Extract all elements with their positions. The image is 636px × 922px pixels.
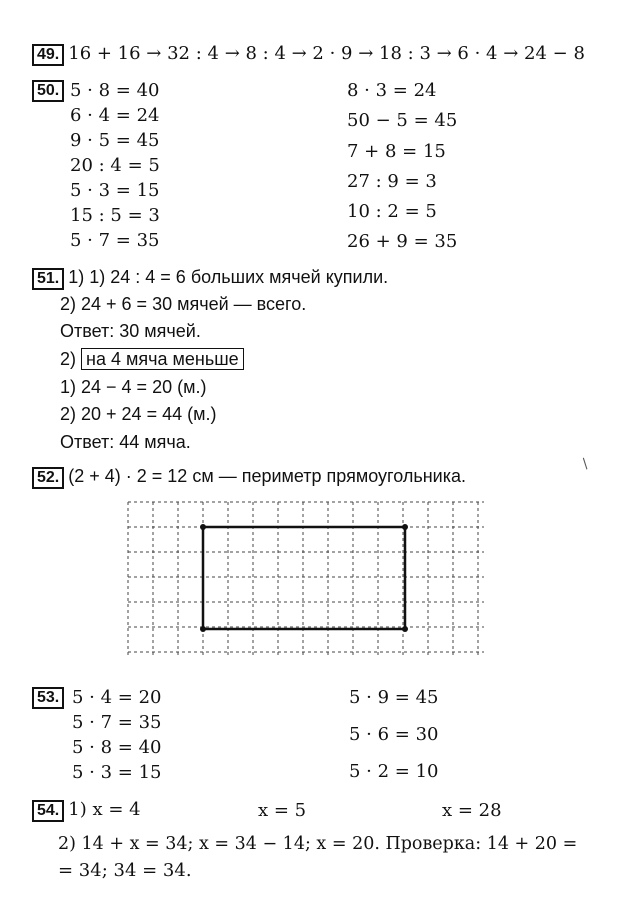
p53-left-3: 5 · 8 = 40: [72, 737, 162, 758]
problem-number: 54.: [32, 800, 64, 822]
p50-left-5: 5 · 3 = 15: [70, 180, 160, 201]
rectangle-shape: [203, 527, 405, 629]
p53-left-4: 5 · 3 = 15: [72, 762, 162, 783]
p50-left-3: 9 · 5 = 45: [70, 130, 160, 151]
p53-right-2: 5 · 6 = 30: [349, 724, 439, 745]
rectangle-corner: [200, 626, 206, 632]
p53-right-3: 5 · 2 = 10: [349, 761, 439, 782]
p50-left-1: 5 · 8 = 40: [70, 80, 160, 101]
p51-line-4: [60, 348, 244, 370]
p54-line-3: = 34; 34 = 34.: [58, 860, 192, 881]
p51-boxed-note: на 4 мяча меньше: [81, 348, 244, 370]
p54-line-2: 2) 14 + x = 34; x = 34 − 14; x = 20. Проверка: 14 + 20 =: [58, 834, 578, 854]
p53-right-1: 5 · 9 = 45: [349, 687, 439, 708]
dotted-grid: [128, 502, 484, 658]
rectangle-corner: [200, 524, 206, 530]
grid-figure: [126, 500, 486, 660]
p50-right-4: 27 : 9 = 3: [347, 171, 437, 192]
problem-49: [32, 43, 585, 66]
problem-49-text: 16 + 16 → 32 : 4 → 8 : 4 → 2 · 9 → 18 : 3 → 6 · 4 → 24 − 8: [68, 43, 585, 64]
problem-number: 49.: [32, 44, 64, 66]
pen-mark: /: [578, 456, 592, 472]
p51-line-1: 1) 1) 24 : 4 = 6 больших мячей купили.: [68, 267, 389, 287]
p54-col-2: x = 5: [258, 800, 307, 821]
p51-line-4-prefix: 2): [60, 349, 77, 369]
p50-left-6: 15 : 5 = 3: [70, 205, 160, 226]
p52-text: (2 + 4) · 2 = 12 см — периметр прямоугольника.: [68, 466, 466, 486]
problem-number: 53.: [32, 687, 64, 709]
problem-number: 50.: [32, 80, 64, 102]
problem-50-number-wrap: [32, 79, 68, 102]
problem-number: 51.: [32, 268, 64, 290]
p51-line-3: Ответ: 30 мячей.: [60, 321, 201, 341]
problem-53-number-wrap: [32, 686, 68, 709]
p54-col-1: 1) x = 4: [68, 799, 141, 820]
p50-left-7: 5 · 7 = 35: [70, 230, 160, 251]
p50-right-2: 50 − 5 = 45: [347, 110, 458, 131]
p50-right-5: 10 : 2 = 5: [347, 201, 437, 222]
problem-number: 52.: [32, 467, 64, 489]
rectangle-corner: [402, 626, 408, 632]
p51-line-2: 2) 24 + 6 = 30 мячей — всего.: [60, 294, 307, 314]
rectangle-corner: [402, 524, 408, 530]
p54-col-3: x = 28: [442, 800, 502, 821]
p53-left-2: 5 · 7 = 35: [72, 712, 162, 733]
p50-right-6: 26 + 9 = 35: [347, 231, 458, 252]
grid-svg: [126, 500, 486, 660]
p50-left-4: 20 : 4 = 5: [70, 155, 160, 176]
p51-line-5: 1) 24 − 4 = 20 (м.): [60, 377, 207, 397]
p50-right-1: 8 · 3 = 24: [347, 80, 437, 101]
p51-line-7: Ответ: 44 мяча.: [60, 432, 191, 452]
p53-left-1: 5 · 4 = 20: [72, 687, 162, 708]
p50-right-3: 7 + 8 = 15: [347, 141, 446, 162]
problem-54: [32, 799, 141, 822]
p50-left-2: 6 · 4 = 24: [70, 105, 160, 126]
p51-line-6: 2) 20 + 24 = 44 (м.): [60, 404, 217, 424]
problem-52: [32, 465, 466, 489]
problem-51: [32, 266, 388, 290]
